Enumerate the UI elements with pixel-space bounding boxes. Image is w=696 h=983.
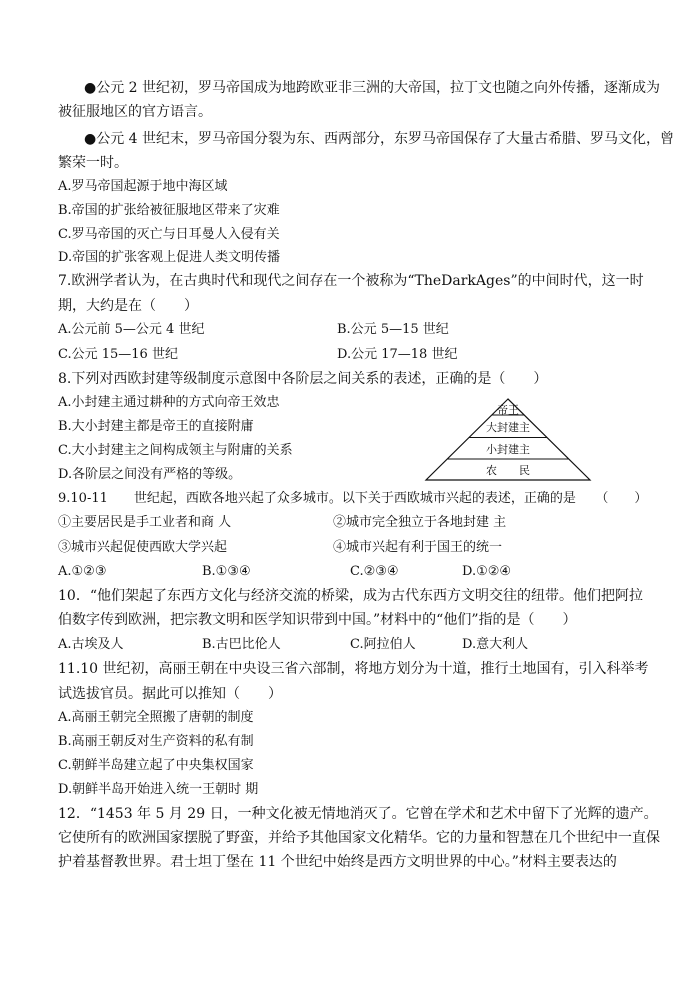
q9-item-4: ④城市兴起有利于国王的统一 (333, 540, 503, 555)
bullet-1-line-1: ●公元 2 世纪初，罗马帝国成为地跨欧亚非三洲的大帝国，拉丁文也随之向外传播，逐渐成为 (84, 80, 661, 96)
q9-item-1: ①主要居民是手工业者和商 人 (58, 515, 232, 530)
pyramid-level-great-lords: 大封建主 (486, 421, 530, 434)
q12-stem-line-3: 护着基督教世界。君士坦丁堡在 11 个世纪中始终是西方文明世界的中心。”材料主要表达的 (58, 854, 617, 870)
pyramid-level-lesser-lords: 小封建主 (486, 443, 530, 456)
q11-stem-line-1: 11.10 世纪初，高丽王朝在中央设三省六部制，将地方划分为十道，推行土地国有，引入科举考 (58, 661, 649, 677)
pyramid-level-emperor: 帝王 (497, 403, 519, 417)
q10-option-d: D.意大利人 (462, 637, 529, 652)
q7-option-b: B.公元 5—15 世纪 (337, 322, 449, 337)
q10-stem-line-1: 10．“他们架起了东西方文化与经济交流的桥梁，成为古代东西方文明交往的纽带。他们把阿拉 (58, 588, 643, 604)
bullet-2-line-1: ●公元 4 世纪末，罗马帝国分裂为东、西两部分，东罗马帝国保存了大量古希腊、罗马文化，曾 (84, 131, 675, 147)
q7-option-d: D.公元 17—18 世纪 (337, 347, 458, 362)
q6-option-d: D.帝国的扩张客观上促进人类文明传播 (58, 250, 281, 265)
q11-option-c: C.朝鲜半岛建立起了中央集权国家 (58, 758, 254, 773)
q8-option-d: D.各阶层之间没有严格的等级。 (58, 467, 242, 482)
q7-option-a: A.公元前 5—公元 4 世纪 (58, 322, 205, 337)
q7-stem-line-2: 期，大约是在（ ） (58, 298, 198, 314)
q11-option-b: B.高丽王朝反对生产资料的私有制 (58, 734, 254, 749)
q6-option-a: A.罗马帝国起源于地中海区域 (58, 179, 228, 194)
q12-stem-line-2: 它使所有的欧洲国家摆脱了野蛮，并给予其他国家文化精华。它的力量和智慧在几个世纪中一直保 (58, 830, 660, 846)
q8-option-c: C.大小封建主之间构成领主与附庸的关系 (58, 443, 293, 458)
q7-stem-line-1: 7.欧洲学者认为，在古典时代和现代之间存在一个被称为“TheDarkAges”的中间时代，这一时 (58, 273, 644, 289)
q11-option-d: D.朝鲜半岛开始进入统一王朝时 期 (58, 782, 259, 797)
q11-stem-line-2: 试选拔官员。据此可以推知（ ） (58, 686, 282, 702)
q8-option-a: A.小封建主通过耕种的方式向帝王效忠 (58, 395, 280, 410)
q6-option-b: B.帝国的扩张给被征服地区带来了灾难 (58, 203, 280, 218)
q10-option-c: C.阿拉伯人 (350, 637, 416, 652)
pyramid-level-peasants: 农 民 (486, 464, 530, 477)
bullet-1-line-2: 被征服地区的官方语言。 (58, 104, 212, 120)
bullet-2-line-2: 繁荣一时。 (58, 155, 128, 171)
q9-option-b: B.①③④ (202, 564, 251, 579)
q8-option-b: B.大小封建主都是帝王的直接附庸 (58, 419, 254, 434)
q6-option-c: C.罗马帝国的灭亡与日耳曼人入侵有关 (58, 227, 280, 242)
q10-option-b: B.古巴比伦人 (202, 637, 281, 652)
q10-option-a: A.古埃及人 (58, 637, 124, 652)
feudal-hierarchy-pyramid (424, 398, 592, 482)
q9-option-c: C.②③④ (350, 564, 399, 579)
q9-item-2: ②城市完全独立于各地封建 主 (333, 515, 507, 530)
q9-stem: 9.10-11 世纪起，西欧各地兴起了众多城市。以下关于西欧城市兴起的表述，正确的是 （ ） (58, 491, 648, 506)
q8-stem: 8.下列对西欧封建等级制度示意图中各阶层之间关系的表述，正确的是（ ） (58, 371, 548, 387)
q11-option-a: A.高丽王朝完全照搬了唐朝的制度 (58, 710, 254, 725)
q9-option-d: D.①②④ (462, 564, 512, 579)
q9-item-3: ③城市兴起促使西欧大学兴起 (58, 540, 228, 555)
q12-stem-line-1: 12．“1453 年 5 月 29 日，一种文化被无情地消灭了。它曾在学术和艺术中留下了光辉的遗产。 (58, 806, 658, 822)
q9-option-a: A.①②③ (58, 564, 107, 579)
q10-stem-line-2: 伯数字传到欧洲，把宗教文明和医学知识带到中国。”材料中的“他们”指的是（ ） (58, 612, 577, 628)
q7-option-c: C.公元 15—16 世纪 (58, 347, 178, 362)
